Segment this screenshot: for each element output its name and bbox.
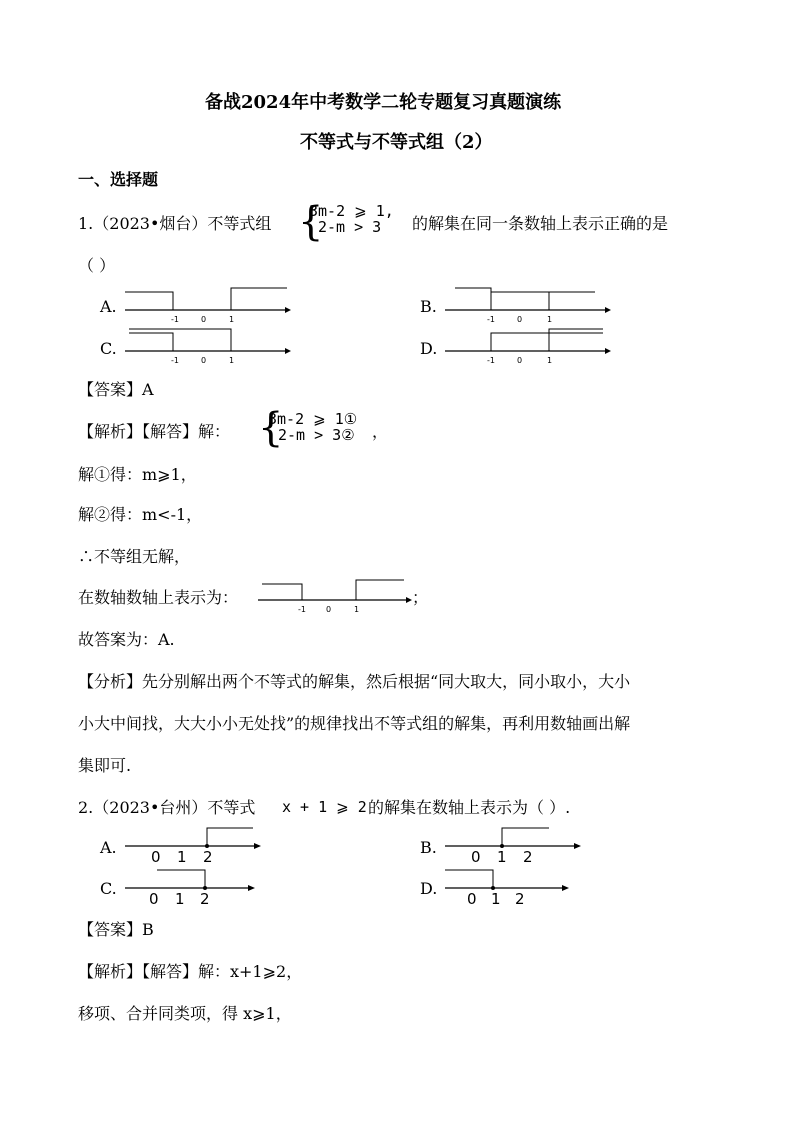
- q1-prefix: 1.（2023•烟台）不等式组: [78, 214, 272, 233]
- q1-option-c-label: C.: [100, 339, 117, 358]
- svg-text:0: 0: [201, 315, 207, 324]
- q1-option-c-numberline: [125, 323, 295, 365]
- svg-text:1: 1: [547, 315, 553, 324]
- q1-step4: 在数轴数轴上表示为：: [78, 588, 239, 607]
- q2-step1: 移项、合并同类项，得 x⩾1，: [78, 1004, 292, 1023]
- q1-solution-numberline: [258, 574, 416, 614]
- q2-solution: 【解析】【解答】解：x+1⩾2，: [78, 962, 303, 981]
- svg-text:0: 0: [326, 605, 332, 614]
- q2-option-b-numberline: [445, 824, 585, 864]
- svg-text:-1: -1: [487, 315, 495, 324]
- svg-text:1: 1: [175, 890, 185, 906]
- q1-step4-end: ；: [412, 588, 429, 607]
- q1-sol-brace: {: [258, 405, 284, 451]
- page-title: 备战2024年中考数学二轮专题复习真题演练: [205, 92, 562, 113]
- q1-suffix: 的解集在同一条数轴上表示正确的是: [412, 214, 669, 233]
- q2-option-d-label: D.: [420, 879, 438, 898]
- svg-text:0: 0: [151, 848, 161, 864]
- svg-text:-1: -1: [487, 356, 495, 365]
- q1-option-d-label: D.: [420, 339, 438, 358]
- q1-ineq2: 2-m > 3: [318, 218, 382, 236]
- q2-prefix: 2.（2023•台州）不等式: [78, 798, 256, 817]
- q1-sol-ineq2: 2-m > 3②: [278, 426, 355, 444]
- q1-option-a-label: A.: [100, 297, 117, 316]
- svg-text:2: 2: [200, 890, 210, 906]
- q1-ineq1: 3m-2 ⩾ 1,: [309, 202, 394, 220]
- svg-text:1: 1: [177, 848, 187, 864]
- q1-answer: 【答案】A: [78, 380, 154, 399]
- q1-option-a-numberline: [125, 282, 295, 324]
- q1-brace: {: [298, 199, 324, 245]
- q1-analysis-line2: 小大中间找，大大小小无处找”的规律找出不等式组的解集，再利用数轴画出解: [78, 714, 631, 733]
- q1-analysis-line1: 【分析】先分别解出两个不等式的解集，然后根据“同大取大，同小取小，大小: [78, 672, 631, 691]
- q1-option-d-numberline: [445, 323, 615, 365]
- q1-sol-ineq1: 3m-2 ⩾ 1①: [268, 410, 358, 428]
- q2-expression: x + 1 ⩾ 2: [282, 798, 367, 816]
- svg-text:2: 2: [203, 848, 213, 864]
- q2-option-c-label: C.: [100, 879, 117, 898]
- svg-text:0: 0: [517, 315, 523, 324]
- q2-suffix: 的解集在数轴上表示为（ ）.: [368, 798, 571, 817]
- svg-text:1: 1: [547, 356, 553, 365]
- q1-solution-head: 【解析】【解答】解：: [78, 422, 231, 441]
- svg-text:2: 2: [523, 848, 533, 864]
- q1-option-b-label: B.: [420, 297, 437, 316]
- svg-text:1: 1: [491, 890, 501, 906]
- svg-text:0: 0: [201, 356, 207, 365]
- svg-text:1: 1: [229, 356, 235, 365]
- q1-analysis-line3: 集即可.: [78, 756, 132, 775]
- svg-text:2: 2: [515, 890, 525, 906]
- section-heading: 一、选择题: [78, 170, 159, 189]
- q1-step1: 解①得：m⩾1，: [78, 465, 197, 484]
- q1-step3: ∴不等组无解，: [78, 547, 191, 566]
- q2-option-a-numberline: [125, 824, 265, 864]
- svg-text:-1: -1: [171, 356, 179, 365]
- q1-step5: 故答案为：A.: [78, 630, 175, 649]
- svg-text:-1: -1: [298, 605, 306, 614]
- q2-answer: 【答案】B: [78, 920, 154, 939]
- svg-text:0: 0: [471, 848, 481, 864]
- q1-step2: 解②得：m<-1，: [78, 505, 203, 524]
- q1-sol-comma: ，: [372, 422, 389, 441]
- q1-option-b-numberline: [445, 282, 615, 324]
- page-subtitle: 不等式与不等式组（2）: [300, 132, 493, 153]
- q1-answer-paren: （ ）: [78, 256, 116, 275]
- svg-text:1: 1: [229, 315, 235, 324]
- q2-option-d-numberline: [445, 864, 585, 906]
- q2-option-c-numberline: [125, 864, 265, 906]
- svg-text:-1: -1: [171, 315, 179, 324]
- svg-text:0: 0: [149, 890, 159, 906]
- svg-text:0: 0: [467, 890, 477, 906]
- svg-text:0: 0: [517, 356, 523, 365]
- svg-text:1: 1: [354, 605, 360, 614]
- q2-option-a-label: A.: [100, 838, 117, 857]
- svg-text:1: 1: [497, 848, 507, 864]
- q2-option-b-label: B.: [420, 838, 437, 857]
